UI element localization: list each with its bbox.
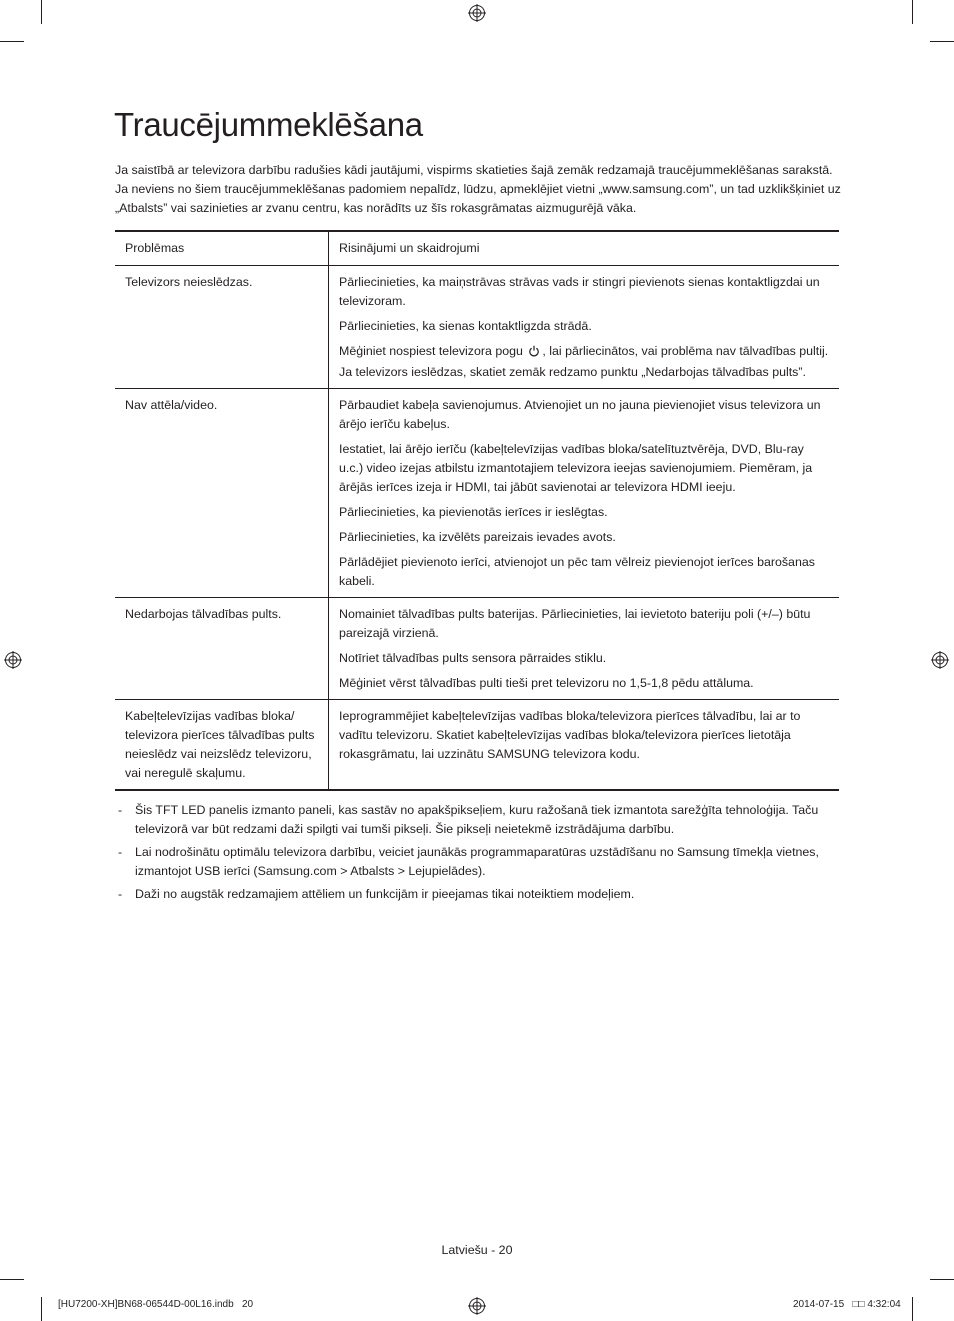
list-item	[115, 843, 840, 881]
solution-item: Pārliecinieties, ka maiņstrāvas strāvas vads ir stingri pievienots sienas kontaktligzdai un televizoram.	[339, 275, 820, 308]
solution-item: Pārlādējiet pievienoto ierīci, atvienojot un pēc tam vēlreiz pievienojot ierīces barošanas kabeli.	[339, 555, 815, 588]
problem-cell: Nav attēla/video.	[115, 389, 329, 598]
registration-mark-icon	[468, 1297, 486, 1315]
bullet-dash: -	[118, 887, 123, 901]
solution-item: Pārbaudiet kabeļa savienojumus. Atvienojiet un no jauna pievienojiet visus televizora un ārējo ierīču kabeļus.	[339, 398, 821, 431]
page-number: Latviešu - 20	[441, 1243, 513, 1257]
registration-mark-icon	[4, 651, 22, 669]
problem-cell: Nedarbojas tālvadības pults.	[115, 598, 329, 700]
solutions-cell	[329, 266, 840, 389]
table-row	[115, 389, 839, 598]
solution-item: Pārliecinieties, ka pievienotās ierīces ir ieslēgtas.	[339, 505, 608, 519]
footer-timestamp: 2014-07-15 □□ 4:32:04	[793, 1299, 901, 1310]
crop-mark	[930, 41, 954, 42]
solutions-cell	[329, 700, 840, 791]
note-text: Šis TFT LED panelis izmanto paneli, kas sastāv no apakšpikseļiem, kuru ražošanā tiek izmantota sarežģīta tehnoloģija. Taču televizorā var būt redzami daži spilgti vai tumši pikseļi. Šie pikseļi neietekmē izstrādājuma darbību.	[135, 803, 819, 836]
table-row	[115, 266, 839, 389]
crop-mark	[912, 0, 913, 24]
crop-mark	[41, 0, 42, 24]
column-header-problems: Problēmas	[115, 231, 329, 266]
note-text: Daži no augstāk redzamajiem attēliem un funkcijām ir pieejamas tikai noteiktiem modeļiem.	[135, 887, 635, 901]
footer-file-name: [HU7200-XH]BN68-06544D-00L16.indb 20	[58, 1299, 254, 1310]
crop-mark	[0, 41, 24, 42]
solution-text: Mēģiniet nospiest televizora pogu	[339, 344, 523, 358]
solution-item: Nomainiet tālvadības pults baterijas. Pārliecinieties, lai ievietoto bateriju poli (+/–) būtu pareizajā virzienā.	[339, 607, 811, 640]
problem-cell: Televizors neieslēdzas.	[115, 266, 329, 389]
solution-item: Notīriet tālvadības pults sensora pārraides stiklu.	[339, 651, 607, 665]
table-row	[115, 598, 839, 700]
solutions-cell	[329, 598, 840, 700]
solution-item	[339, 342, 829, 382]
column-header-solutions: Risinājumi un skaidrojumi	[339, 241, 480, 255]
bullet-dash: -	[118, 845, 123, 859]
solution-item: Pārliecinieties, ka sienas kontaktligzda strādā.	[339, 319, 592, 333]
crop-mark	[0, 1279, 24, 1280]
table-header-row	[115, 231, 839, 266]
solution-item: Iestatiet, lai ārējo ierīču (kabeļtelevīzijas vadības bloka/satelītuztvērēja, DVD, Blu-ray u.c.) video izejas atbilstu izmantotajiem televizora ieejas savienojumiem. Piemēram, ja ārējās ierīces izeja ir HDMI, tai jābūt savienotai ar televizora HDMI ieeju.	[339, 442, 813, 494]
notes-list	[115, 801, 840, 908]
note-text: Lai nodrošinātu optimālu televizora darbību, veiciet jaunākās programmaparatūras uzstādīšanu no Samsung tīmekļa vietnes, izmantojot USB ierīci (Samsung.com > Atbalsts > Lejupielādes).	[135, 845, 819, 878]
solution-item: Mēģiniet vērst tālvadības pulti tieši pret televizoru no 1,5-1,8 pēdu attāluma.	[339, 676, 754, 690]
crop-mark	[930, 1279, 954, 1280]
table-row	[115, 700, 839, 791]
crop-mark	[912, 1297, 913, 1321]
solutions-cell	[329, 389, 840, 598]
list-item	[115, 801, 840, 839]
page-title: Traucējummeklēšana	[114, 106, 423, 143]
bullet-dash: -	[118, 803, 123, 817]
list-item	[115, 885, 840, 904]
solution-item: Pārliecinieties, ka izvēlēts pareizais ievades avots.	[339, 530, 616, 544]
registration-mark-icon	[468, 4, 486, 22]
registration-mark-icon	[931, 651, 949, 669]
crop-mark	[41, 1297, 42, 1321]
problem-cell: Kabeļtelevīzijas vadības bloka/ televizora pierīces tālvadības pults neieslēdz vai neizslēdz televizoru, vai neregulē skaļumu.	[115, 700, 329, 791]
solution-item: Ieprogrammējiet kabeļtelevīzijas vadības bloka/televizora pierīces tālvadību, lai ar to vadītu televizoru. Skatiet kabeļtelevīzijas vadības bloka/televizora pierīces lietotāja rokasgrāmatu, lai uzzinātu SAMSUNG televizora kodu.	[339, 709, 801, 761]
intro-paragraph: Ja saistībā ar televizora darbību radušies kādi jautājumi, vispirms skatieties šajā zemāk redzamajā traucējummeklēšanas sarakstā. Ja neviens no šiem traucējummeklēšanas padomiem nepalīdz, lūdzu, apmeklējiet vietni „www.samsung.com”, un tad uzklikšķiniet uz „Atbalsts” vai sazinieties ar zvanu centru, kas norādīts uz šīs rokasgrāmatas aizmugurējā vāka.	[115, 163, 841, 215]
troubleshooting-table	[115, 230, 839, 791]
solution-text: , lai pārliecinātos, vai problēma nav tālvadības pultij. Ja televizors ieslēdzas, skatiet zemāk redzamo punktu „Nedarbojas tālvadības pults”.	[339, 344, 829, 379]
power-icon	[528, 344, 540, 363]
